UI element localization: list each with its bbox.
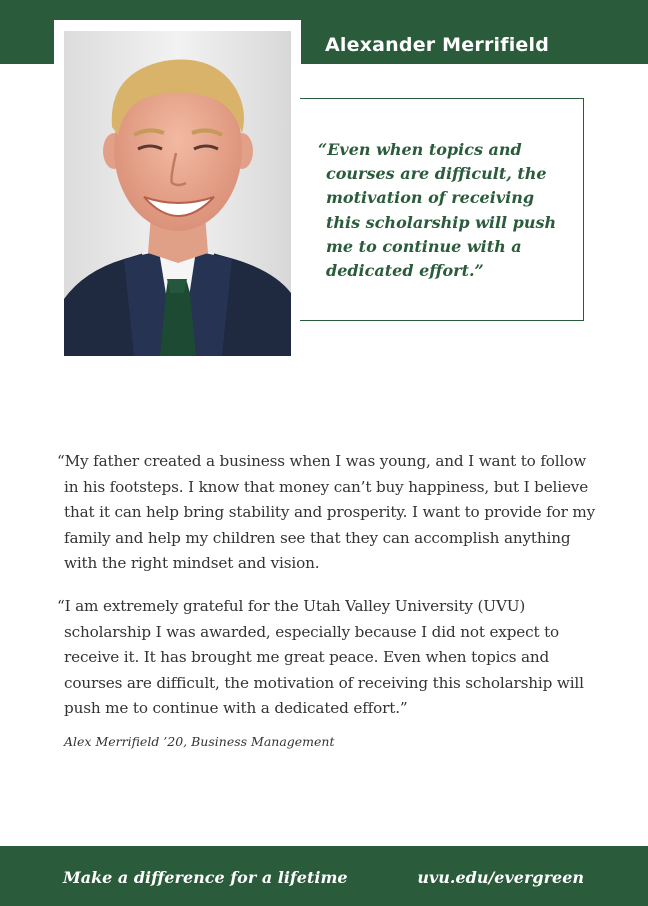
attribution: Alex Merrifield ’20, Business Management bbox=[64, 734, 335, 749]
student-portrait bbox=[64, 31, 291, 356]
footer-url[interactable]: uvu.edu/evergreen bbox=[417, 868, 584, 887]
footer-tagline: Make a difference for a lifetime bbox=[63, 868, 348, 887]
quote-paragraph-1: “My father created a business when I was young, and I want to follow in his footsteps. I know that money can’t buy happiness, but I believe that it can help bring stability and prosperity. I want to provide for my family and help my children see that they can accomplish anything with the right mindset and vision. bbox=[57, 452, 596, 572]
student-name: Alexander Merrifield bbox=[325, 34, 550, 56]
quote-paragraph-2: “I am extremely grateful for the Utah Valley University (UVU) scholarship I was awarded, especially because I did not expect to receive it. It has brought me great peace. Even when topics and courses are difficult, the motivation of receiving this scholarship will push me to continue with a dedicated effort.” bbox=[57, 597, 584, 717]
pull-quote: “Even when topics and courses are difficult, the motivation of receiving this scholarship will push me to continue with a dedicated effort.” bbox=[318, 140, 557, 281]
